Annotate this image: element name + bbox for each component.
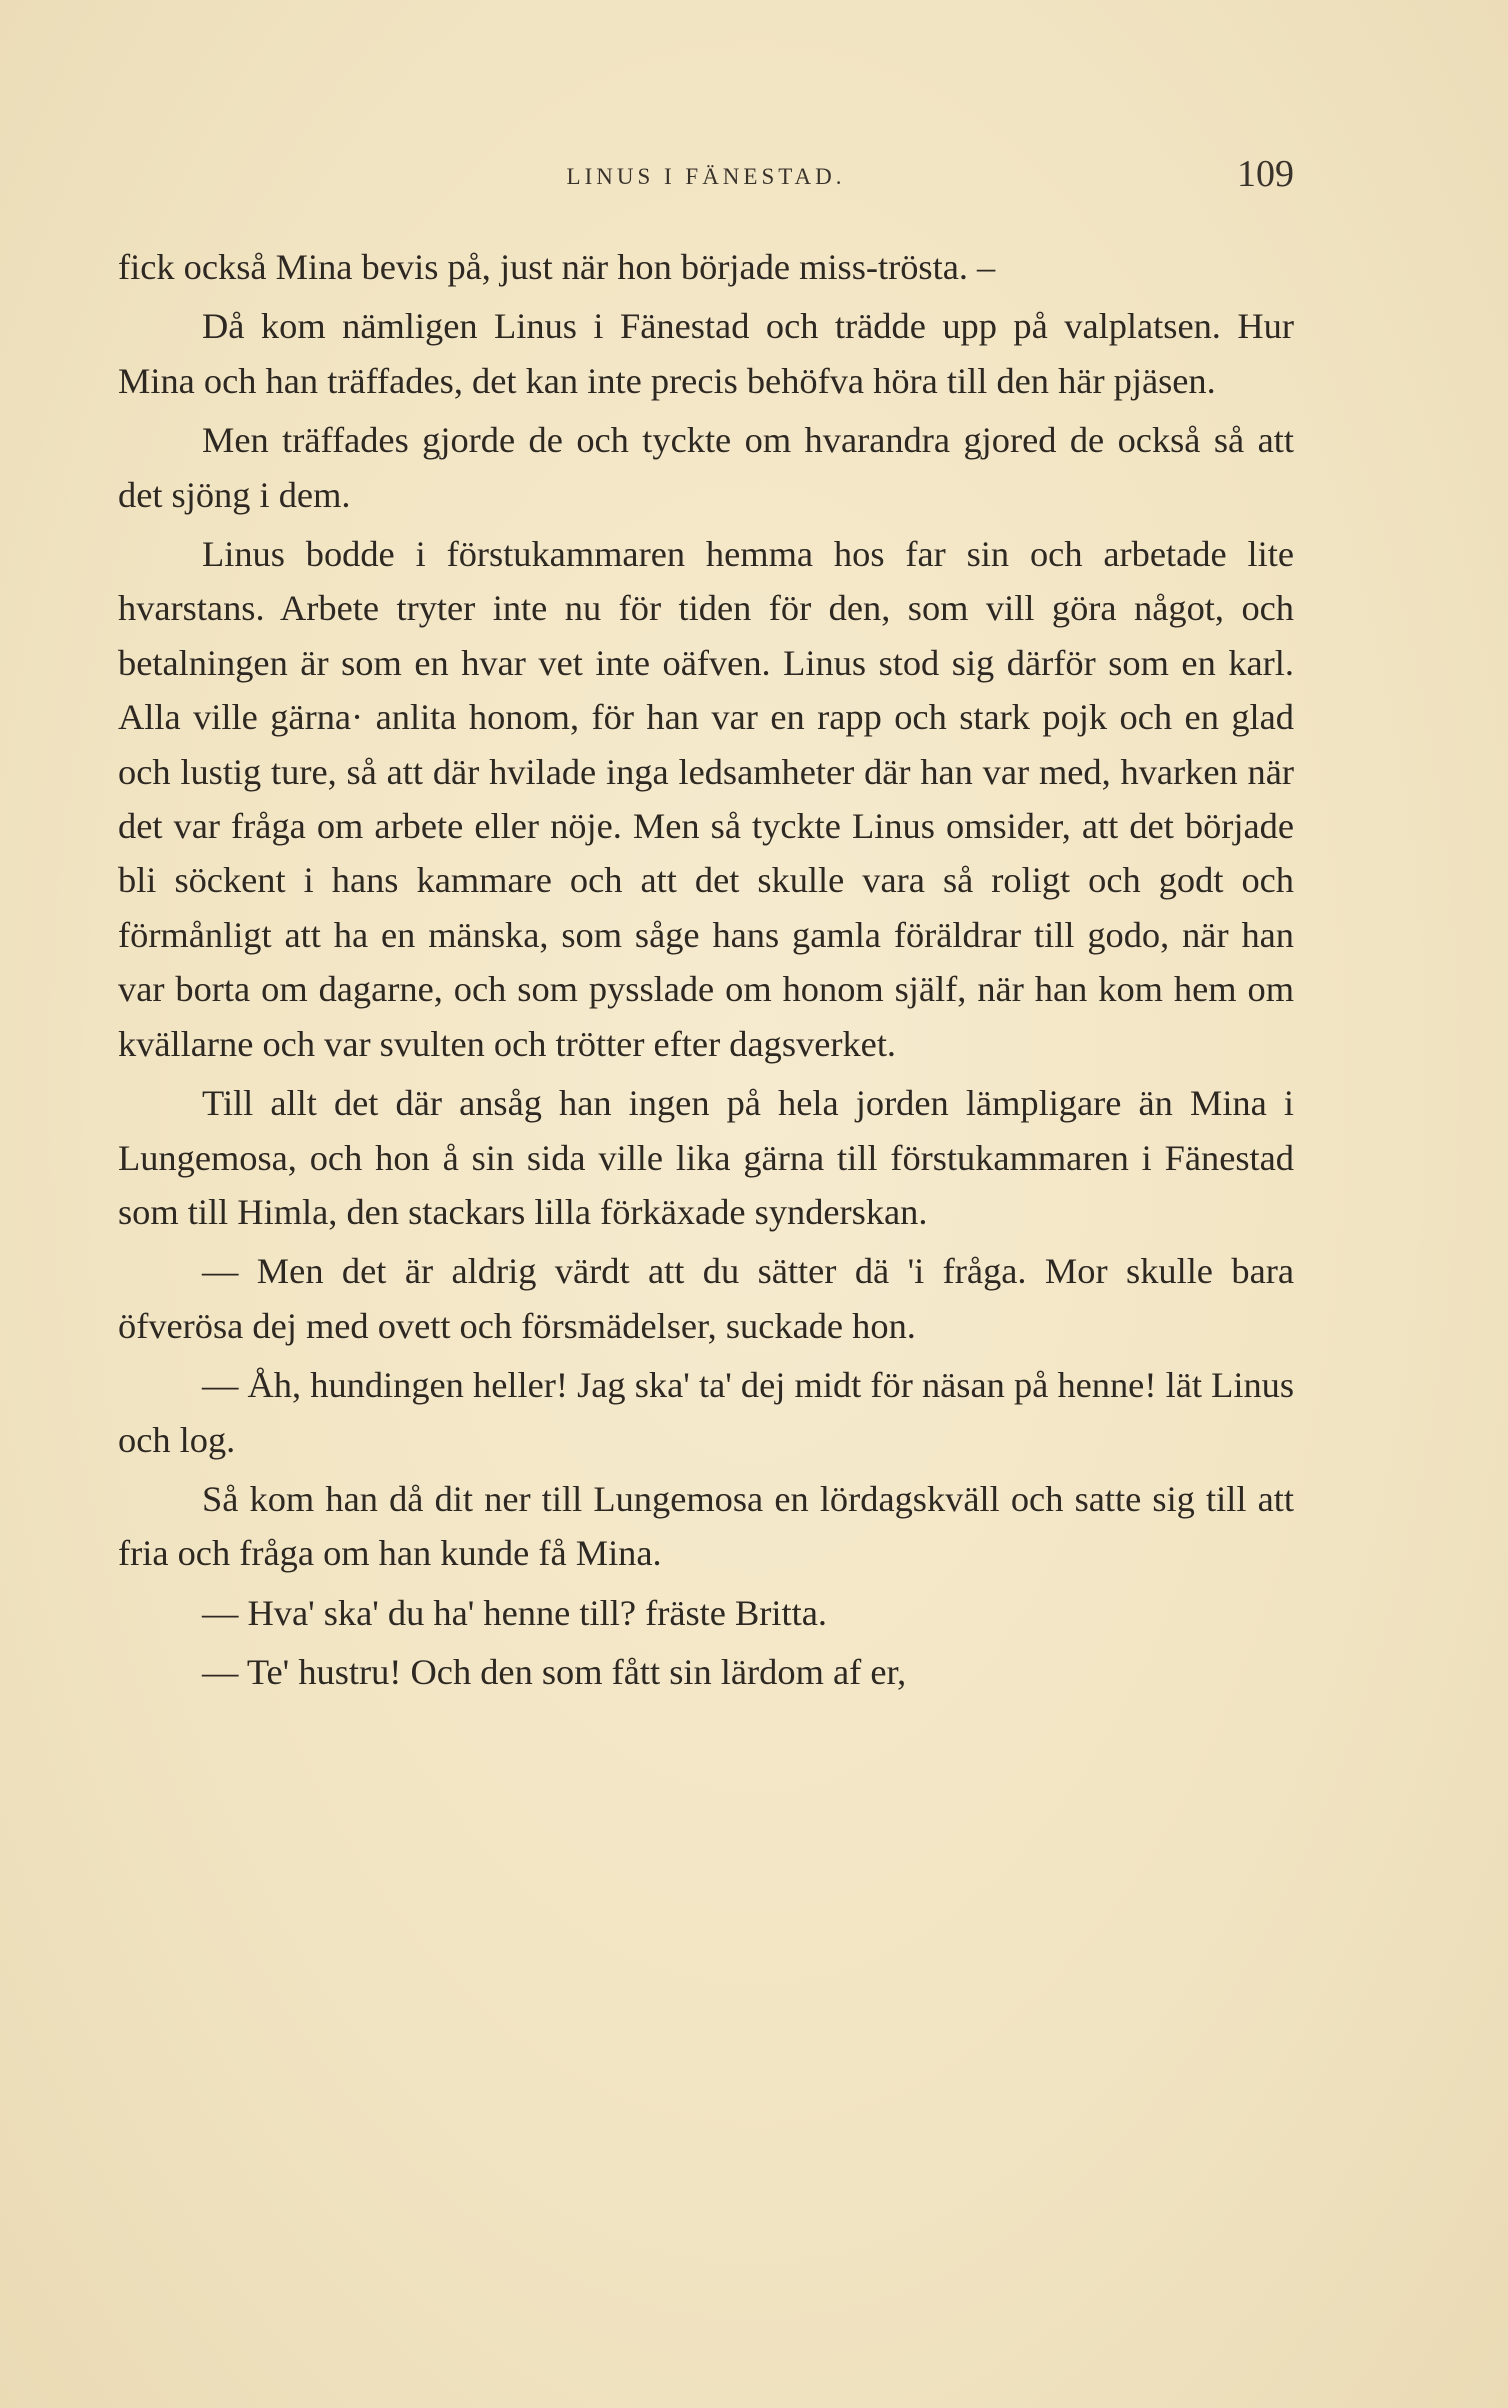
paragraph: Men träffades gjorde de och tyckte om hvarandra gjored de också så att det sjöng i dem. xyxy=(118,420,1294,515)
paragraph: fick också Mina bevis på, just när hon började miss-trösta. – xyxy=(118,247,996,287)
dialogue-paragraph: — Åh, hundingen heller! Jag ska' ta' dej midt för näsan på henne! lät Linus och log. xyxy=(118,1365,1294,1460)
dialogue-paragraph: — Hva' ska' du ha' henne till? fräste Britta. xyxy=(202,1592,827,1633)
dialogue-paragraph: — Te' hustru! Och den som fått sin lärdom af er, xyxy=(202,1652,907,1693)
paragraph: Linus bodde i förstukammaren hemma hos far sin och arbetade lite hvarstans. Arbete tryter inte nu för tiden för den, som vill göra något, och betalningen är som en hvar vet inte oäfven. Linus stod sig därför som en karl. Alla ville gärna· anlita honom, för han var en rapp och stark pojk och en glad och lustig ture, så att där hvilade inga ledsamheter där han var med, hvarken när det var fråga om arbete eller nöje. Men så tyckte Linus omsider, att det började bli söckent i hans kammare och att det skulle vara så roligt och godt och förmånligt att ha en mänska, som såge hans gamla föräldrar till godo, när han var borta om dagarne, och som pysslade om honom själf, när han kom hem om kvällarne och var svulten och trötter efter dagsverket. xyxy=(118,534,1294,1064)
dialogue-paragraph: — Men det är aldrig värdt att du sätter dä 'i fråga. Mor skulle bara öfverösa dej med ovett och försmädelser, suckade hon. xyxy=(118,1251,1294,1346)
page-header xyxy=(118,152,1294,202)
paragraph: Så kom han då dit ner till Lungemosa en lördagskväll och satte sig till att fria och fråga om han kunde få Mina. xyxy=(118,1478,1294,1574)
paragraph: Då kom nämligen Linus i Fänestad och trädde upp på valplatsen. Hur Mina och han träffades, det kan inte precis behöfva höra till den här pjäsen. xyxy=(118,306,1294,401)
running-head: LINUS I FÄNESTAD. xyxy=(566,164,846,189)
paragraph: Till allt det där ansåg han ingen på hela jorden lämpligare än Mina i Lungemosa, och hon å sin sida ville lika gärna till förstukammaren i Fänestad som till Himla, den stackars lilla förkäxade synderskan. xyxy=(118,1083,1294,1232)
page-number: 109 xyxy=(1237,153,1294,195)
body-text xyxy=(118,240,1294,1705)
